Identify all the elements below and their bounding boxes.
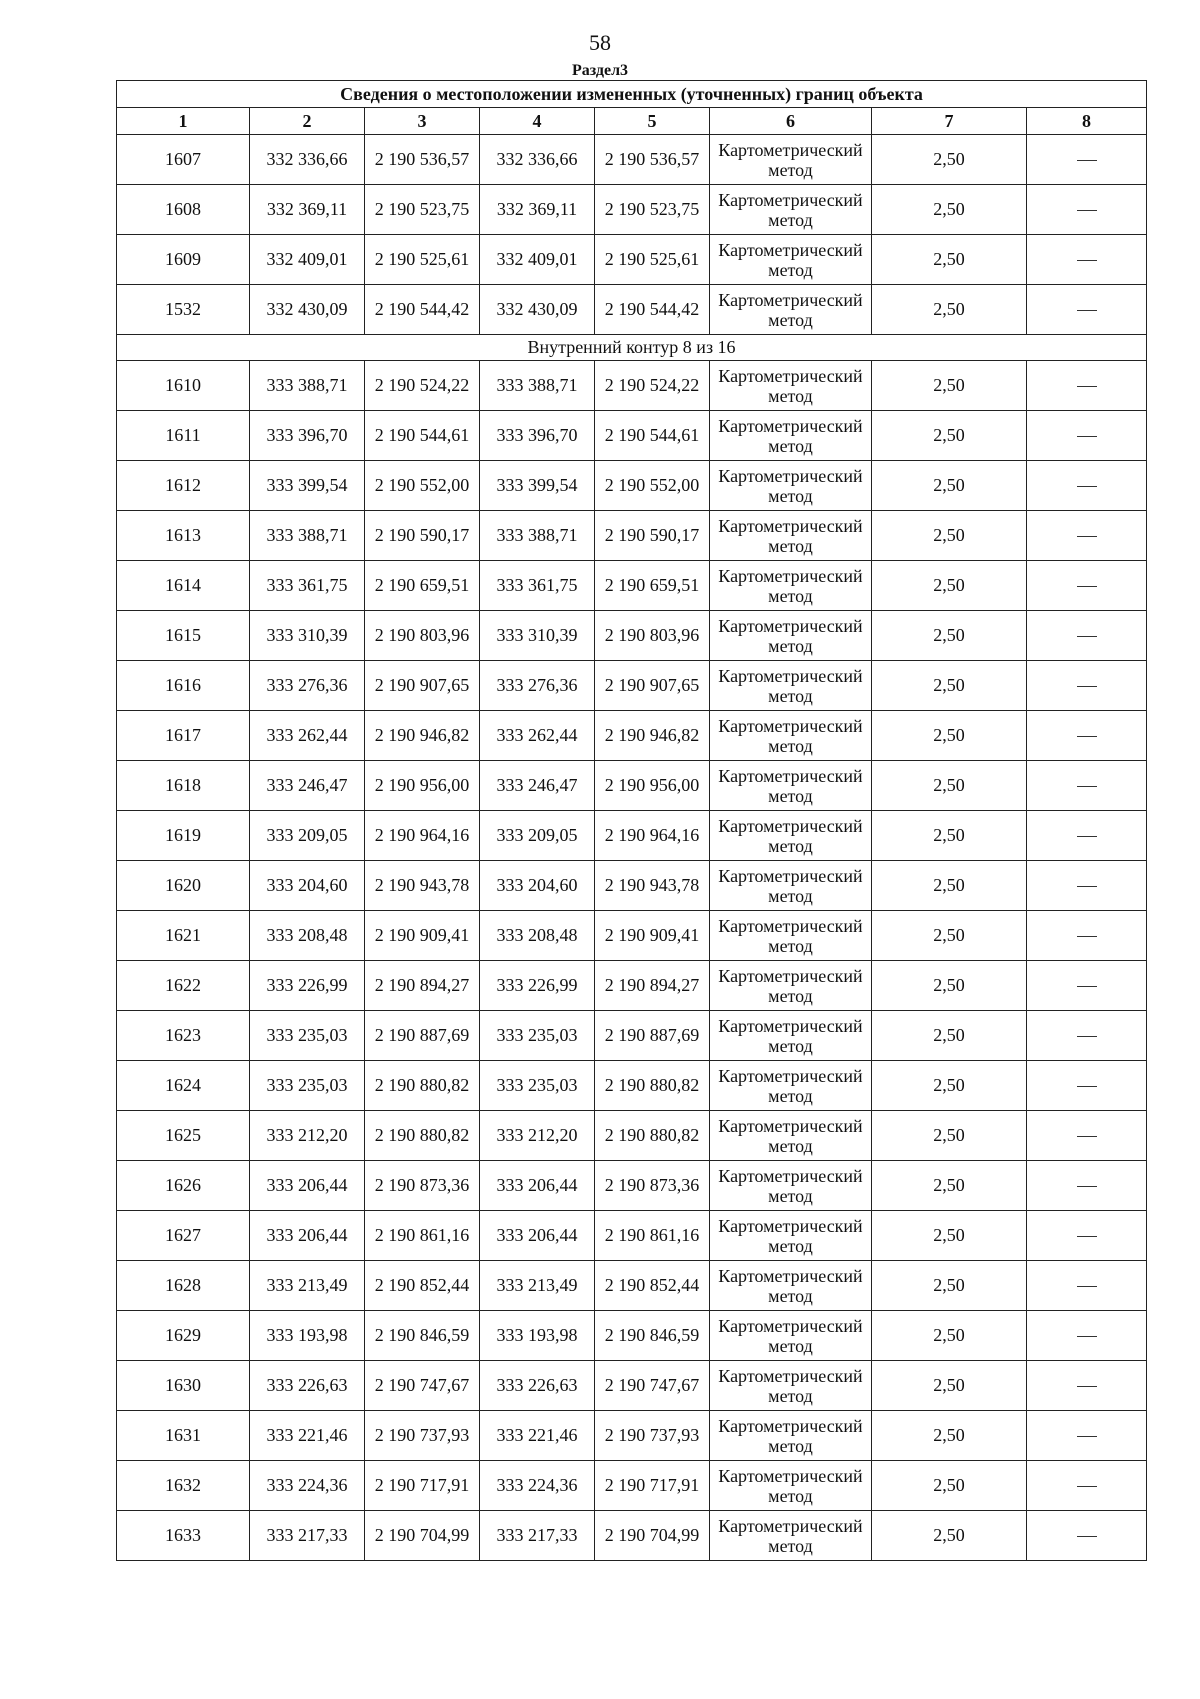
empty-dash — [1077, 1086, 1097, 1087]
y-new-coordinate-cell: 2 190 909,41 — [595, 911, 710, 961]
description-cell — [1027, 911, 1147, 961]
x-new-coordinate-cell: 333 310,39 — [480, 611, 595, 661]
page-number: 58 — [589, 30, 611, 55]
point-number-cell: 1612 — [117, 461, 250, 511]
description-cell — [1027, 1211, 1147, 1261]
empty-dash — [1077, 736, 1097, 737]
x-new-coordinate-cell: 333 361,75 — [480, 561, 595, 611]
point-number-cell: 1617 — [117, 711, 250, 761]
description-cell — [1027, 961, 1147, 1011]
description-cell — [1027, 461, 1147, 511]
description-cell — [1027, 811, 1147, 861]
x-new-coordinate-cell: 333 209,05 — [480, 811, 595, 861]
accuracy-cell: 2,50 — [872, 1311, 1027, 1361]
y-coordinate-cell: 2 190 846,59 — [365, 1311, 480, 1361]
x-new-coordinate-cell: 333 235,03 — [480, 1011, 595, 1061]
column-header: 2 — [250, 108, 365, 135]
accuracy-cell: 2,50 — [872, 411, 1027, 461]
description-cell — [1027, 511, 1147, 561]
y-new-coordinate-cell: 2 190 907,65 — [595, 661, 710, 711]
table-row — [117, 1111, 1147, 1161]
x-coordinate-cell: 333 209,05 — [250, 811, 365, 861]
empty-dash — [1077, 1486, 1097, 1487]
x-coordinate-cell: 333 206,44 — [250, 1161, 365, 1211]
method-cell: Картометрический метод — [710, 1061, 872, 1111]
method-cell: Картометрический метод — [710, 1111, 872, 1161]
y-coordinate-cell: 2 190 964,16 — [365, 811, 480, 861]
x-coordinate-cell: 333 208,48 — [250, 911, 365, 961]
table-row — [117, 1411, 1147, 1461]
y-coordinate-cell: 2 190 907,65 — [365, 661, 480, 711]
description-cell — [1027, 361, 1147, 411]
empty-dash — [1077, 1236, 1097, 1237]
table-row — [117, 761, 1147, 811]
accuracy-cell: 2,50 — [872, 861, 1027, 911]
point-number-cell: 1614 — [117, 561, 250, 611]
y-coordinate-cell: 2 190 852,44 — [365, 1261, 480, 1311]
x-new-coordinate-cell: 333 262,44 — [480, 711, 595, 761]
x-coordinate-cell: 333 262,44 — [250, 711, 365, 761]
empty-dash — [1077, 310, 1097, 311]
accuracy-cell: 2,50 — [872, 185, 1027, 235]
method-cell: Картометрический метод — [710, 661, 872, 711]
x-new-coordinate-cell: 333 221,46 — [480, 1411, 595, 1461]
description-cell — [1027, 1461, 1147, 1511]
method-cell: Картометрический метод — [710, 761, 872, 811]
y-coordinate-cell: 2 190 552,00 — [365, 461, 480, 511]
table-row — [117, 285, 1147, 335]
point-number-cell: 1610 — [117, 361, 250, 411]
y-new-coordinate-cell: 2 190 524,22 — [595, 361, 710, 411]
x-coordinate-cell: 333 226,99 — [250, 961, 365, 1011]
accuracy-cell: 2,50 — [872, 235, 1027, 285]
y-coordinate-cell: 2 190 523,75 — [365, 185, 480, 235]
point-number-cell: 1623 — [117, 1011, 250, 1061]
y-new-coordinate-cell: 2 190 846,59 — [595, 1311, 710, 1361]
boundary-table — [116, 80, 1147, 1561]
x-new-coordinate-cell: 333 226,99 — [480, 961, 595, 1011]
x-coordinate-cell: 333 388,71 — [250, 511, 365, 561]
description-cell — [1027, 1411, 1147, 1461]
y-new-coordinate-cell: 2 190 536,57 — [595, 135, 710, 185]
accuracy-cell: 2,50 — [872, 1461, 1027, 1511]
description-cell — [1027, 285, 1147, 335]
point-number-cell: 1615 — [117, 611, 250, 661]
y-new-coordinate-cell: 2 190 894,27 — [595, 961, 710, 1011]
point-number-cell: 1619 — [117, 811, 250, 861]
x-coordinate-cell: 332 409,01 — [250, 235, 365, 285]
empty-dash — [1077, 936, 1097, 937]
y-coordinate-cell: 2 190 956,00 — [365, 761, 480, 811]
accuracy-cell: 2,50 — [872, 1261, 1027, 1311]
point-number-cell: 1613 — [117, 511, 250, 561]
x-coordinate-cell: 333 310,39 — [250, 611, 365, 661]
y-coordinate-cell: 2 190 747,67 — [365, 1361, 480, 1411]
y-new-coordinate-cell: 2 190 544,61 — [595, 411, 710, 461]
point-number-cell: 1609 — [117, 235, 250, 285]
y-coordinate-cell: 2 190 873,36 — [365, 1161, 480, 1211]
point-number-cell: 1618 — [117, 761, 250, 811]
x-coordinate-cell: 333 396,70 — [250, 411, 365, 461]
table-title: Сведения о местоположении измененных (уточненных) границ объекта — [117, 81, 1147, 108]
y-new-coordinate-cell: 2 190 747,67 — [595, 1361, 710, 1411]
x-new-coordinate-cell: 333 224,36 — [480, 1461, 595, 1511]
column-header: 5 — [595, 108, 710, 135]
column-header: 4 — [480, 108, 595, 135]
x-new-coordinate-cell: 332 409,01 — [480, 235, 595, 285]
accuracy-cell: 2,50 — [872, 1511, 1027, 1561]
accuracy-cell: 2,50 — [872, 561, 1027, 611]
method-cell: Картометрический метод — [710, 285, 872, 335]
accuracy-cell: 2,50 — [872, 1411, 1027, 1461]
x-new-coordinate-cell: 333 208,48 — [480, 911, 595, 961]
x-new-coordinate-cell: 333 226,63 — [480, 1361, 595, 1411]
y-coordinate-cell: 2 190 803,96 — [365, 611, 480, 661]
column-header-row — [117, 108, 1147, 135]
method-cell: Картометрический метод — [710, 1211, 872, 1261]
x-new-coordinate-cell: 332 336,66 — [480, 135, 595, 185]
y-new-coordinate-cell: 2 190 590,17 — [595, 511, 710, 561]
y-coordinate-cell: 2 190 704,99 — [365, 1511, 480, 1561]
empty-dash — [1077, 1286, 1097, 1287]
point-number-cell: 1627 — [117, 1211, 250, 1261]
accuracy-cell: 2,50 — [872, 1361, 1027, 1411]
description-cell — [1027, 1361, 1147, 1411]
accuracy-cell: 2,50 — [872, 361, 1027, 411]
column-header: 7 — [872, 108, 1027, 135]
description-cell — [1027, 761, 1147, 811]
method-cell: Картометрический метод — [710, 961, 872, 1011]
y-coordinate-cell: 2 190 887,69 — [365, 1011, 480, 1061]
description-cell — [1027, 711, 1147, 761]
x-coordinate-cell: 332 369,11 — [250, 185, 365, 235]
empty-dash — [1077, 386, 1097, 387]
empty-dash — [1077, 1336, 1097, 1337]
y-new-coordinate-cell: 2 190 946,82 — [595, 711, 710, 761]
x-coordinate-cell: 333 206,44 — [250, 1211, 365, 1261]
y-new-coordinate-cell: 2 190 943,78 — [595, 861, 710, 911]
y-coordinate-cell: 2 190 544,61 — [365, 411, 480, 461]
description-cell — [1027, 1161, 1147, 1211]
y-coordinate-cell: 2 190 525,61 — [365, 235, 480, 285]
y-coordinate-cell: 2 190 880,82 — [365, 1111, 480, 1161]
x-coordinate-cell: 332 430,09 — [250, 285, 365, 335]
table-row — [117, 235, 1147, 285]
point-number-cell: 1630 — [117, 1361, 250, 1411]
empty-dash — [1077, 260, 1097, 261]
table-row — [117, 461, 1147, 511]
table-row — [117, 1261, 1147, 1311]
x-new-coordinate-cell: 333 235,03 — [480, 1061, 595, 1111]
y-new-coordinate-cell: 2 190 737,93 — [595, 1411, 710, 1461]
accuracy-cell: 2,50 — [872, 1211, 1027, 1261]
point-number-cell: 1532 — [117, 285, 250, 335]
accuracy-cell: 2,50 — [872, 911, 1027, 961]
method-cell: Картометрический метод — [710, 1511, 872, 1561]
point-number-cell: 1624 — [117, 1061, 250, 1111]
table-row — [117, 1361, 1147, 1411]
y-new-coordinate-cell: 2 190 544,42 — [595, 285, 710, 335]
description-cell — [1027, 1111, 1147, 1161]
y-new-coordinate-cell: 2 190 552,00 — [595, 461, 710, 511]
table-row — [117, 1311, 1147, 1361]
point-number-cell: 1629 — [117, 1311, 250, 1361]
empty-dash — [1077, 686, 1097, 687]
table-body — [117, 135, 1147, 1561]
table-row — [117, 1061, 1147, 1111]
accuracy-cell: 2,50 — [872, 711, 1027, 761]
y-new-coordinate-cell: 2 190 525,61 — [595, 235, 710, 285]
y-coordinate-cell: 2 190 880,82 — [365, 1061, 480, 1111]
description-cell — [1027, 185, 1147, 235]
contour-label: Внутренний контур 8 из 16 — [117, 335, 1147, 361]
empty-dash — [1077, 1436, 1097, 1437]
point-number-cell: 1622 — [117, 961, 250, 1011]
empty-dash — [1077, 986, 1097, 987]
method-cell: Картометрический метод — [710, 1411, 872, 1461]
table-row — [117, 185, 1147, 235]
x-new-coordinate-cell: 332 369,11 — [480, 185, 595, 235]
y-new-coordinate-cell: 2 190 704,99 — [595, 1511, 710, 1561]
x-new-coordinate-cell: 333 246,47 — [480, 761, 595, 811]
empty-dash — [1077, 160, 1097, 161]
y-coordinate-cell: 2 190 909,41 — [365, 911, 480, 961]
x-new-coordinate-cell: 333 276,36 — [480, 661, 595, 711]
empty-dash — [1077, 436, 1097, 437]
accuracy-cell: 2,50 — [872, 1061, 1027, 1111]
description-cell — [1027, 561, 1147, 611]
table-row — [117, 911, 1147, 961]
method-cell: Картометрический метод — [710, 185, 872, 235]
description-cell — [1027, 1311, 1147, 1361]
description-cell — [1027, 235, 1147, 285]
method-cell: Картометрический метод — [710, 235, 872, 285]
accuracy-cell: 2,50 — [872, 1011, 1027, 1061]
y-new-coordinate-cell: 2 190 861,16 — [595, 1211, 710, 1261]
empty-dash — [1077, 1186, 1097, 1187]
x-new-coordinate-cell: 333 212,20 — [480, 1111, 595, 1161]
x-new-coordinate-cell: 333 206,44 — [480, 1161, 595, 1211]
table-row — [117, 411, 1147, 461]
table-row — [117, 1211, 1147, 1261]
method-cell: Картометрический метод — [710, 135, 872, 185]
y-coordinate-cell: 2 190 590,17 — [365, 511, 480, 561]
accuracy-cell: 2,50 — [872, 135, 1027, 185]
empty-dash — [1077, 1386, 1097, 1387]
x-new-coordinate-cell: 333 213,49 — [480, 1261, 595, 1311]
x-coordinate-cell: 333 193,98 — [250, 1311, 365, 1361]
point-number-cell: 1631 — [117, 1411, 250, 1461]
y-new-coordinate-cell: 2 190 880,82 — [595, 1111, 710, 1161]
table-row — [117, 511, 1147, 561]
method-cell: Картометрический метод — [710, 861, 872, 911]
y-new-coordinate-cell: 2 190 803,96 — [595, 611, 710, 661]
x-coordinate-cell: 332 336,66 — [250, 135, 365, 185]
x-coordinate-cell: 333 224,36 — [250, 1461, 365, 1511]
table-row — [117, 1461, 1147, 1511]
table-row — [117, 711, 1147, 761]
empty-dash — [1077, 836, 1097, 837]
table-row — [117, 661, 1147, 711]
x-coordinate-cell: 333 361,75 — [250, 561, 365, 611]
method-cell: Картометрический метод — [710, 561, 872, 611]
method-cell: Картометрический метод — [710, 1261, 872, 1311]
column-header: 1 — [117, 108, 250, 135]
column-header: 6 — [710, 108, 872, 135]
y-coordinate-cell: 2 190 659,51 — [365, 561, 480, 611]
empty-dash — [1077, 786, 1097, 787]
y-coordinate-cell: 2 190 544,42 — [365, 285, 480, 335]
table-row — [117, 561, 1147, 611]
method-cell: Картометрический метод — [710, 461, 872, 511]
method-cell: Картометрический метод — [710, 411, 872, 461]
description-cell — [1027, 861, 1147, 911]
y-coordinate-cell: 2 190 946,82 — [365, 711, 480, 761]
y-new-coordinate-cell: 2 190 852,44 — [595, 1261, 710, 1311]
x-new-coordinate-cell: 333 388,71 — [480, 511, 595, 561]
method-cell: Картометрический метод — [710, 1311, 872, 1361]
empty-dash — [1077, 536, 1097, 537]
description-cell — [1027, 661, 1147, 711]
method-cell: Картометрический метод — [710, 611, 872, 661]
accuracy-cell: 2,50 — [872, 661, 1027, 711]
accuracy-cell: 2,50 — [872, 811, 1027, 861]
point-number-cell: 1607 — [117, 135, 250, 185]
empty-dash — [1077, 1136, 1097, 1137]
column-header: 3 — [365, 108, 480, 135]
empty-dash — [1077, 486, 1097, 487]
x-coordinate-cell: 333 213,49 — [250, 1261, 365, 1311]
point-number-cell: 1616 — [117, 661, 250, 711]
x-new-coordinate-cell: 332 430,09 — [480, 285, 595, 335]
y-new-coordinate-cell: 2 190 523,75 — [595, 185, 710, 235]
x-new-coordinate-cell: 333 388,71 — [480, 361, 595, 411]
y-coordinate-cell: 2 190 717,91 — [365, 1461, 480, 1511]
x-coordinate-cell: 333 235,03 — [250, 1061, 365, 1111]
table-row — [117, 1011, 1147, 1061]
y-new-coordinate-cell: 2 190 887,69 — [595, 1011, 710, 1061]
x-new-coordinate-cell: 333 399,54 — [480, 461, 595, 511]
method-cell: Картометрический метод — [710, 1011, 872, 1061]
accuracy-cell: 2,50 — [872, 1111, 1027, 1161]
accuracy-cell: 2,50 — [872, 761, 1027, 811]
y-coordinate-cell: 2 190 524,22 — [365, 361, 480, 411]
x-coordinate-cell: 333 212,20 — [250, 1111, 365, 1161]
table-row — [117, 861, 1147, 911]
y-coordinate-cell: 2 190 943,78 — [365, 861, 480, 911]
empty-dash — [1077, 886, 1097, 887]
method-cell: Картометрический метод — [710, 1461, 872, 1511]
table-row — [117, 611, 1147, 661]
y-new-coordinate-cell: 2 190 880,82 — [595, 1061, 710, 1111]
y-new-coordinate-cell: 2 190 659,51 — [595, 561, 710, 611]
y-new-coordinate-cell: 2 190 873,36 — [595, 1161, 710, 1211]
point-number-cell: 1620 — [117, 861, 250, 911]
point-number-cell: 1608 — [117, 185, 250, 235]
point-number-cell: 1628 — [117, 1261, 250, 1311]
accuracy-cell: 2,50 — [872, 961, 1027, 1011]
table-row — [117, 1161, 1147, 1211]
point-number-cell: 1626 — [117, 1161, 250, 1211]
x-coordinate-cell: 333 221,46 — [250, 1411, 365, 1461]
x-coordinate-cell: 333 399,54 — [250, 461, 365, 511]
table-row — [117, 135, 1147, 185]
description-cell — [1027, 1261, 1147, 1311]
x-coordinate-cell: 333 276,36 — [250, 661, 365, 711]
section-label: Раздел3 — [571, 62, 629, 79]
y-new-coordinate-cell: 2 190 717,91 — [595, 1461, 710, 1511]
y-coordinate-cell: 2 190 536,57 — [365, 135, 480, 185]
description-cell — [1027, 135, 1147, 185]
method-cell: Картометрический метод — [710, 1361, 872, 1411]
x-coordinate-cell: 333 204,60 — [250, 861, 365, 911]
x-coordinate-cell: 333 217,33 — [250, 1511, 365, 1561]
description-cell — [1027, 1511, 1147, 1561]
x-new-coordinate-cell: 333 396,70 — [480, 411, 595, 461]
x-coordinate-cell: 333 246,47 — [250, 761, 365, 811]
method-cell: Картометрический метод — [710, 511, 872, 561]
y-coordinate-cell: 2 190 861,16 — [365, 1211, 480, 1261]
column-header: 8 — [1027, 108, 1147, 135]
x-coordinate-cell: 333 226,63 — [250, 1361, 365, 1411]
description-cell — [1027, 1061, 1147, 1111]
method-cell: Картометрический метод — [710, 361, 872, 411]
point-number-cell: 1633 — [117, 1511, 250, 1561]
x-coordinate-cell: 333 235,03 — [250, 1011, 365, 1061]
x-new-coordinate-cell: 333 193,98 — [480, 1311, 595, 1361]
accuracy-cell: 2,50 — [872, 285, 1027, 335]
point-number-cell: 1611 — [117, 411, 250, 461]
method-cell: Картометрический метод — [710, 711, 872, 761]
table-row — [117, 811, 1147, 861]
x-coordinate-cell: 333 388,71 — [250, 361, 365, 411]
point-number-cell: 1625 — [117, 1111, 250, 1161]
y-new-coordinate-cell: 2 190 964,16 — [595, 811, 710, 861]
accuracy-cell: 2,50 — [872, 611, 1027, 661]
table-row — [117, 361, 1147, 411]
method-cell: Картометрический метод — [710, 911, 872, 961]
description-cell — [1027, 1011, 1147, 1061]
point-number-cell: 1621 — [117, 911, 250, 961]
empty-dash — [1077, 1536, 1097, 1537]
x-new-coordinate-cell: 333 217,33 — [480, 1511, 595, 1561]
empty-dash — [1077, 210, 1097, 211]
accuracy-cell: 2,50 — [872, 511, 1027, 561]
empty-dash — [1077, 1036, 1097, 1037]
accuracy-cell: 2,50 — [872, 1161, 1027, 1211]
y-new-coordinate-cell: 2 190 956,00 — [595, 761, 710, 811]
y-coordinate-cell: 2 190 894,27 — [365, 961, 480, 1011]
point-number-cell: 1632 — [117, 1461, 250, 1511]
contour-row — [117, 335, 1147, 361]
empty-dash — [1077, 586, 1097, 587]
table-row — [117, 961, 1147, 1011]
method-cell: Картометрический метод — [710, 1161, 872, 1211]
x-new-coordinate-cell: 333 206,44 — [480, 1211, 595, 1261]
table-row — [117, 1511, 1147, 1561]
y-coordinate-cell: 2 190 737,93 — [365, 1411, 480, 1461]
description-cell — [1027, 411, 1147, 461]
accuracy-cell: 2,50 — [872, 461, 1027, 511]
empty-dash — [1077, 636, 1097, 637]
x-new-coordinate-cell: 333 204,60 — [480, 861, 595, 911]
description-cell — [1027, 611, 1147, 661]
method-cell: Картометрический метод — [710, 811, 872, 861]
